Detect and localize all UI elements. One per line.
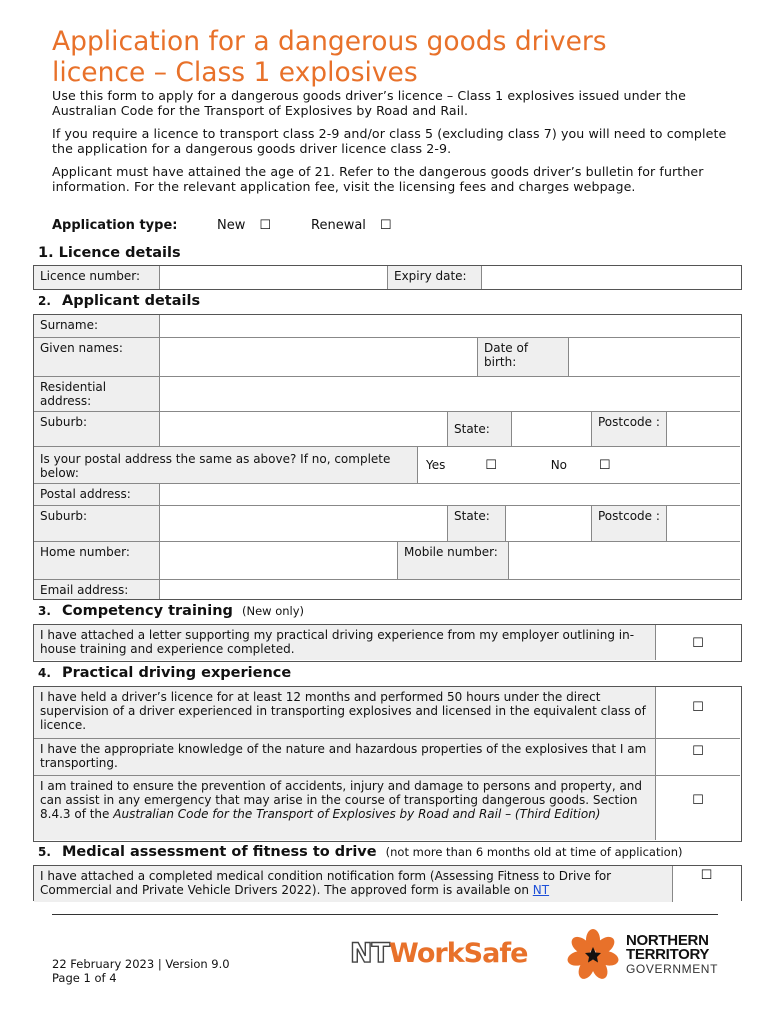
competency-checkbox[interactable] (655, 625, 740, 660)
section-2-title: Applicant details (61, 293, 201, 309)
application-type-label: Application type: (52, 218, 178, 233)
practical-statement-1: I have held a driver’s licence for at least 12 months and performed 50 hours under the direct supervision of a driver experienced in transporting explosives and licensed in the equivalent class of licence. (34, 687, 655, 738)
postal-no-label: No (550, 458, 568, 472)
residential-address-label: Residential address: (34, 376, 159, 411)
practical-statement-3 (34, 775, 655, 840)
new-option-label: New (217, 218, 246, 233)
postcode-label: Postcode : (591, 411, 666, 446)
suburb-input[interactable] (159, 411, 447, 446)
renewal-option-label: Renewal (311, 218, 366, 233)
surname-input[interactable] (159, 315, 740, 337)
surname-label: Surname: (34, 315, 159, 337)
ntg-line-2: TERRITORY (626, 946, 710, 963)
expiry-date-input[interactable] (481, 266, 740, 289)
postal-state-label: State: (447, 505, 505, 541)
postal-no-checkbox[interactable]: ☐ (598, 458, 611, 473)
date-of-birth-label: Date of birth: (477, 337, 568, 376)
medical-statement-text: I have attached a completed medical condition notification form (Assessing Fitness to Drive for Commercial and Private Vehicle Drivers 2022). The approved form is available on (40, 869, 612, 897)
section-5-heading (38, 844, 683, 860)
practical-checkbox-3-glyph: ☐ (692, 793, 704, 808)
section-3-title: Competency training (61, 603, 233, 619)
email-label: Email address: (34, 579, 159, 599)
suburb-label: Suburb: (34, 411, 159, 446)
postal-suburb-label: Suburb: (34, 505, 159, 541)
section-5-note: (not more than 6 months old at time of application) (385, 845, 683, 859)
home-number-input[interactable] (159, 541, 397, 579)
section-5-title: Medical assessment of fitness to drive (61, 844, 377, 860)
licence-number-label: Licence number: (34, 266, 159, 289)
licence-number-input[interactable] (159, 266, 387, 289)
nt-government-logo (566, 928, 718, 982)
postal-same-question: Is your postal address the same as above? If no, complete below: (34, 446, 417, 483)
section-1-heading (38, 245, 181, 261)
nt-worksafe-logo (350, 938, 527, 969)
section-3-heading (38, 603, 304, 619)
page-title (52, 26, 742, 88)
footer-version-block (52, 957, 230, 985)
desert-rose-icon (566, 928, 620, 982)
postal-same-options (417, 446, 740, 483)
section-2-heading (38, 293, 200, 309)
email-input[interactable] (159, 579, 740, 599)
expiry-date-label: Expiry date: (387, 266, 481, 289)
practical-statement-3-text: I am trained to ensure the prevention of accidents, injury and damage to persons and property, and can assist in any emergency that may arise in the course of transporting dangerous goods. Section 8.4.3 of the (40, 779, 643, 821)
footer-divider (52, 914, 718, 915)
postal-postcode-input[interactable] (666, 505, 740, 541)
applicant-details-table (33, 314, 742, 600)
date-of-birth-input[interactable] (568, 337, 740, 376)
nt-government-wordmark (626, 934, 718, 976)
section-5-number: 5. (38, 845, 51, 859)
practical-statement-2: I have the appropriate knowledge of the nature and hazardous properties of the explosives that I am transporting. (34, 738, 655, 775)
postal-yes-checkbox[interactable]: ☐ (485, 458, 497, 473)
title-line-2: licence – Class 1 explosives (52, 57, 418, 88)
section-3-number: 3. (38, 604, 51, 618)
competency-statement: I have attached a letter supporting my practical driving experience from my employer outlining in-house training and experience completed. (34, 625, 655, 660)
postal-suburb-input[interactable] (159, 505, 447, 541)
practical-statement-3-code-ref: Australian Code for the Transport of Explosives by Road and Rail – (Third Edition) (113, 807, 601, 821)
section-4-title: Practical driving experience (61, 665, 292, 681)
postcode-input[interactable] (666, 411, 740, 446)
application-type-row (52, 218, 432, 233)
section-4-number: 4. (38, 666, 51, 680)
licence-details-table (33, 265, 742, 290)
section-4-heading (38, 665, 291, 681)
residential-address-input[interactable] (159, 376, 740, 411)
practical-checkbox-1[interactable] (655, 687, 740, 738)
renewal-checkbox[interactable]: ☐ (379, 218, 392, 233)
title-line-1: Application for a dangerous goods drivers (52, 26, 607, 57)
practical-experience-table (33, 686, 742, 842)
given-names-input[interactable] (159, 337, 477, 376)
ntg-line-3: GOVERNMENT (626, 962, 719, 976)
intro-paragraph-1: Use this form to apply for a dangerous goods driver’s licence – Class 1 explosives issued under the Australian Code for the Transport of Explosives by Road and Rail. (52, 88, 686, 118)
section-1-number: 1. (38, 245, 54, 261)
mobile-number-label: Mobile number: (397, 541, 508, 579)
postal-yes-label: Yes (426, 458, 446, 472)
worksafe-logo-text: WorkSafe (389, 938, 528, 969)
mobile-number-input[interactable] (508, 541, 740, 579)
new-checkbox[interactable]: ☐ (259, 218, 272, 233)
practical-checkbox-2[interactable] (655, 738, 740, 775)
competency-checkbox-glyph: ☐ (692, 636, 704, 651)
state-input[interactable] (511, 411, 591, 446)
competency-table (33, 624, 742, 662)
section-3-note: (New only) (242, 604, 305, 618)
practical-checkbox-1-glyph: ☐ (692, 700, 704, 715)
medical-statement (34, 866, 672, 902)
postal-address-input[interactable] (159, 483, 740, 505)
section-2-number: 2. (38, 294, 51, 308)
intro-paragraph-2: If you require a licence to transport class 2-9 and/or class 5 (excluding class 7) you will need to complete the application for a dangerous goods driver licence class 2-9. (52, 126, 727, 156)
postal-postcode-label: Postcode : (591, 505, 666, 541)
nt-gov-link[interactable]: NT (532, 883, 550, 897)
medical-checkbox[interactable] (672, 866, 740, 902)
footer-date-version: 22 February 2023 | Version 9.0 (52, 957, 230, 971)
ntg-line-1: NORTHERN (626, 932, 709, 949)
medical-checkbox-glyph: ☐ (700, 868, 713, 883)
intro-paragraph-3: Applicant must have attained the age of 21. Refer to the dangerous goods driver’s bulletin for further information. For the relevant application fee, visit the licensing fees and charges webpage. (52, 164, 704, 194)
worksafe-logo-nt: NT (350, 938, 390, 969)
section-1-title: Licence details (58, 245, 181, 261)
given-names-label: Given names: (34, 337, 159, 376)
home-number-label: Home number: (34, 541, 159, 579)
postal-state-input[interactable] (505, 505, 591, 541)
practical-checkbox-3[interactable] (655, 775, 740, 840)
postal-address-label: Postal address: (34, 483, 159, 505)
state-label: State: (447, 411, 511, 446)
footer-page-number: Page 1 of 4 (52, 971, 117, 985)
practical-checkbox-2-glyph: ☐ (692, 744, 704, 759)
medical-table (33, 865, 742, 901)
